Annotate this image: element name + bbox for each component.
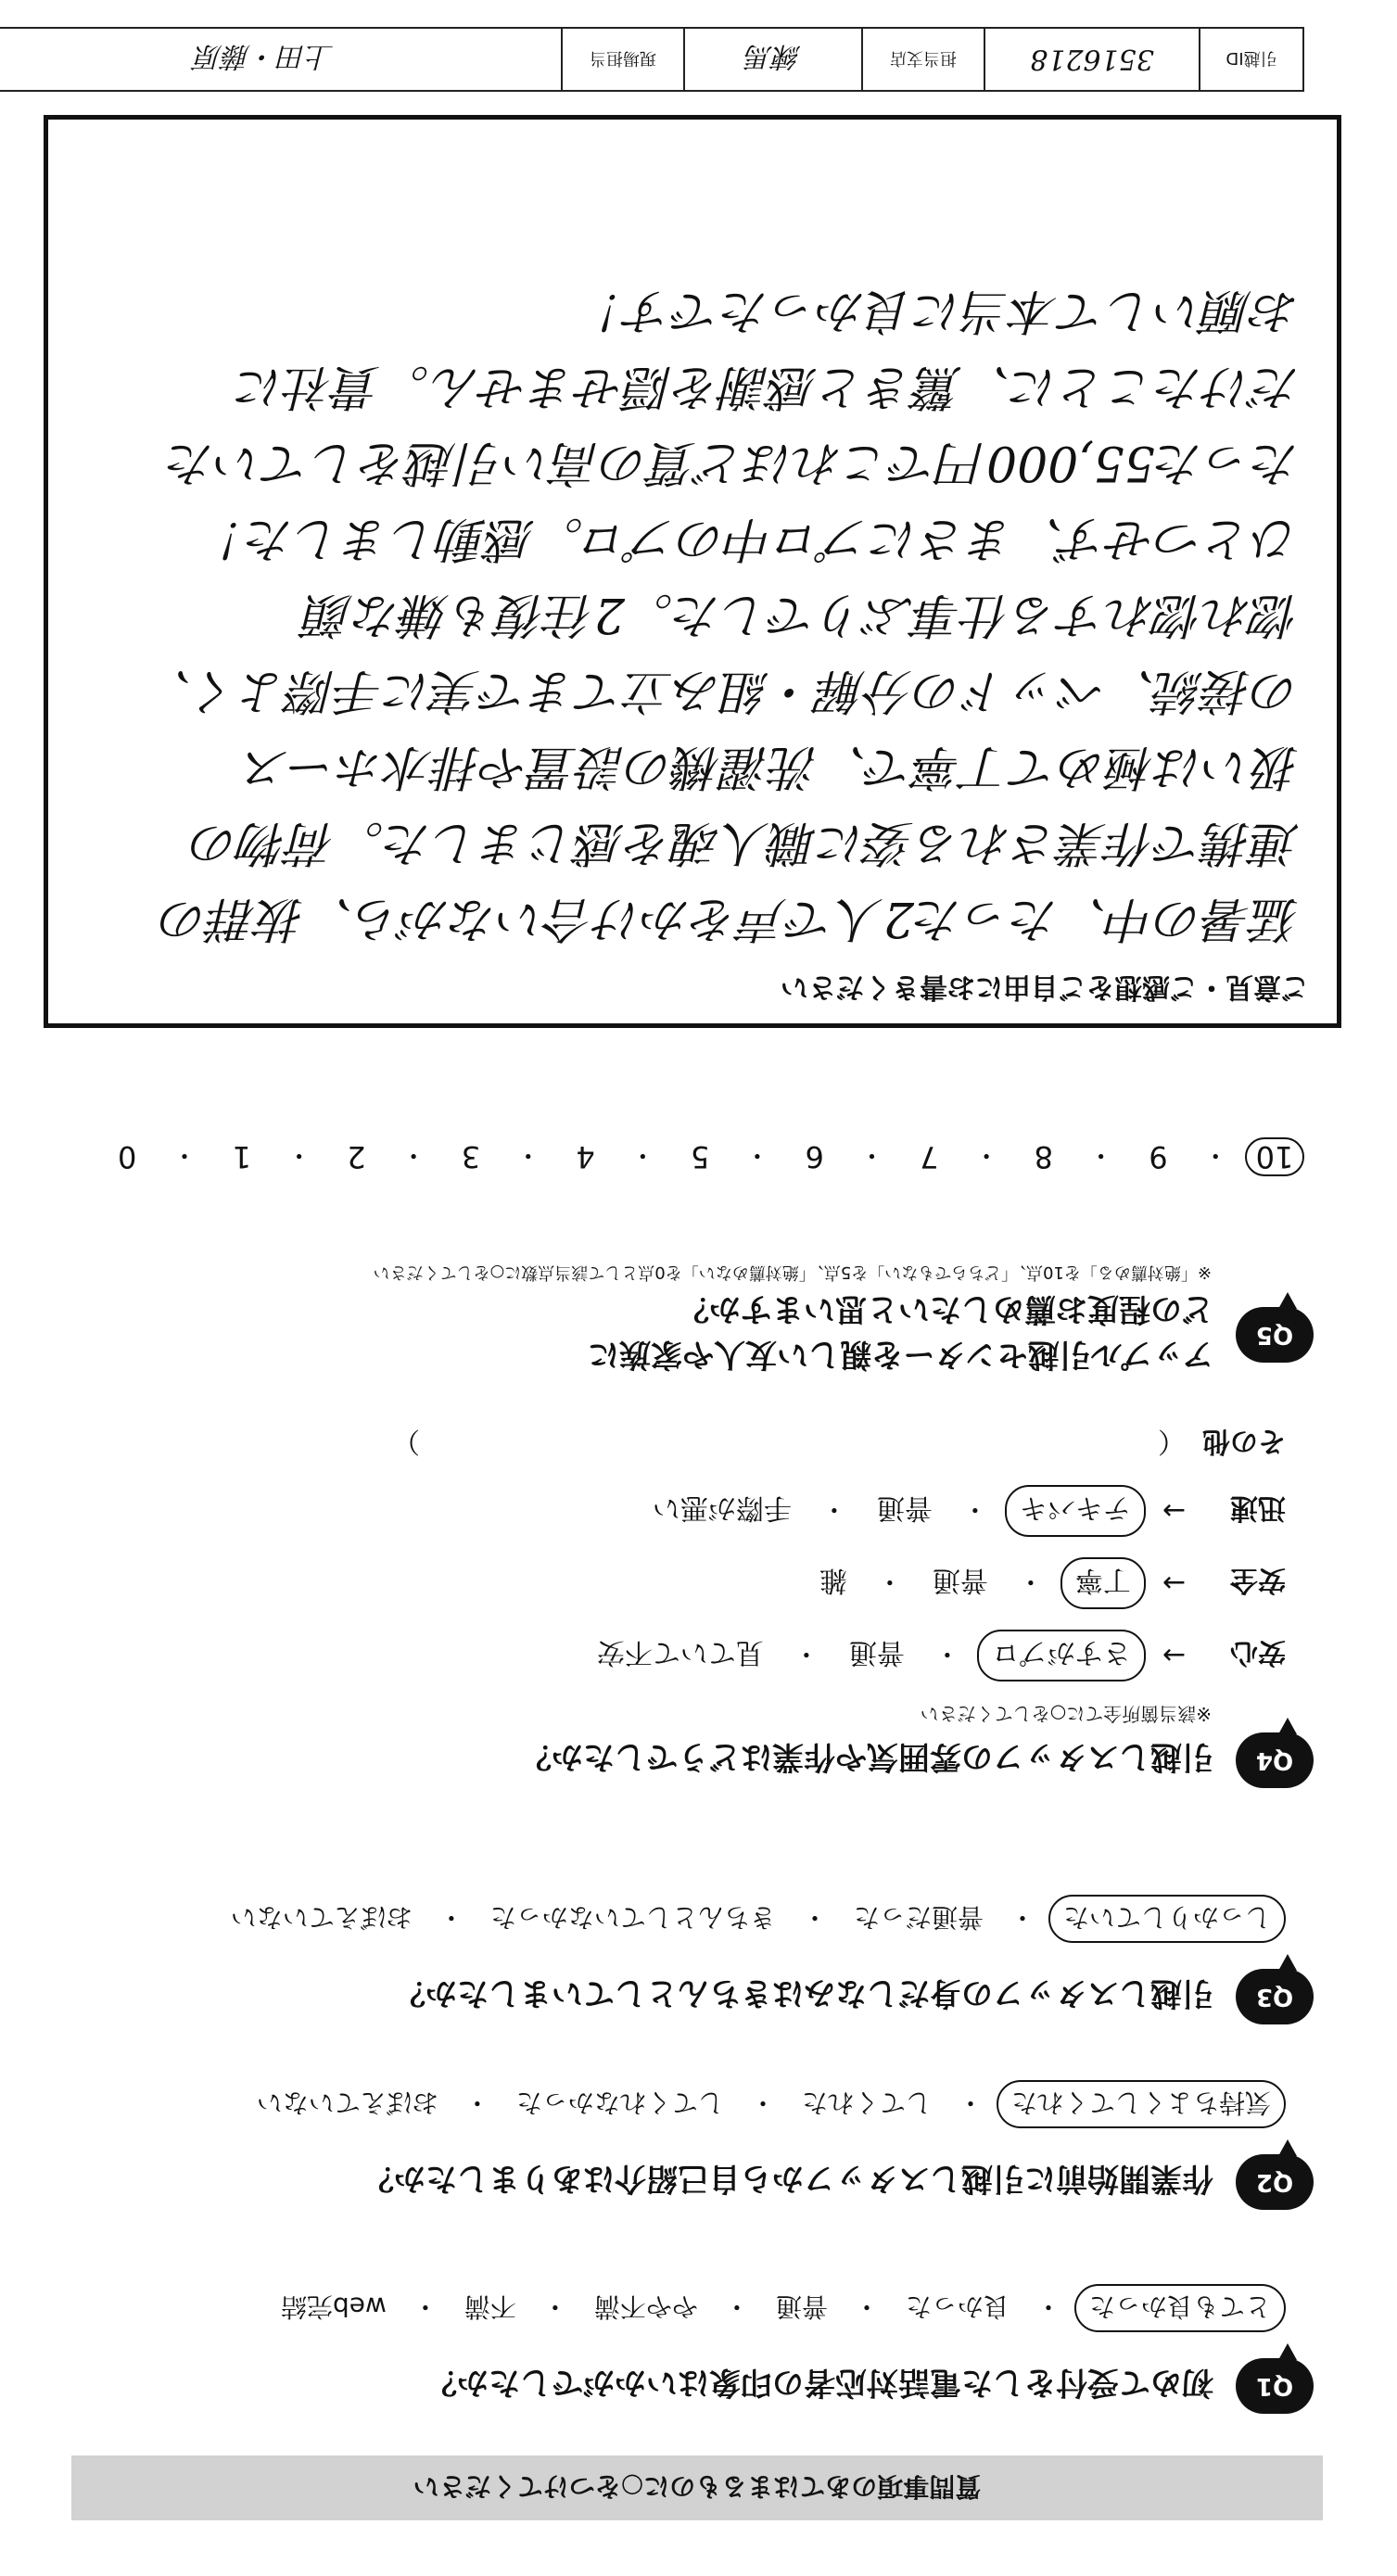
q1-option-4[interactable]: やや不満 bbox=[593, 2291, 698, 2322]
q4-row-other bbox=[16, 1424, 1286, 1465]
question-4 bbox=[16, 1424, 1314, 1788]
arrow-icon: → bbox=[1162, 1567, 1186, 1600]
q4-row-3-option-2[interactable]: 普通 bbox=[876, 1491, 933, 1524]
scale-1[interactable]: 1 bbox=[232, 1139, 251, 1174]
arrow-icon: → bbox=[1162, 1494, 1186, 1528]
arrow-icon: → bbox=[1162, 1639, 1186, 1672]
question-1 bbox=[16, 2284, 1314, 2414]
q2-option-3[interactable]: してくれなかった bbox=[515, 2087, 724, 2118]
q1-option-2[interactable]: 良かった bbox=[905, 2291, 1010, 2322]
id-label: 引越ID bbox=[1200, 27, 1304, 92]
scale-2[interactable]: 2 bbox=[347, 1139, 366, 1174]
q2-option-2[interactable]: してくれた bbox=[801, 2087, 932, 2118]
q4-row-2-option-2[interactable]: 普通 bbox=[932, 1564, 988, 1596]
q3-option-3[interactable]: きちんとしていなかった bbox=[489, 1902, 776, 1933]
scale-4[interactable]: 4 bbox=[576, 1139, 595, 1174]
id-value-text: 3516218 bbox=[1030, 43, 1154, 76]
comment-line-7: たった55,000円でこれほど質の高い引越をしていた bbox=[167, 435, 1300, 490]
instructions-banner: 質問事項のあてはまるものに○をつけてください bbox=[71, 2455, 1323, 2520]
branch-label: 担当支店 bbox=[863, 27, 985, 92]
question-5 bbox=[16, 1262, 1314, 1380]
scale-8[interactable]: 8 bbox=[1034, 1139, 1054, 1174]
q4-row-anshin: 安心 → さすがプロ ・ 普通 ・ 見ていて不安 bbox=[16, 1630, 1286, 1681]
q3-option-1[interactable]: しっかりしていた bbox=[1048, 1895, 1286, 1943]
q4-row-1-option-1[interactable]: さすがプロ bbox=[977, 1630, 1146, 1681]
question-2 bbox=[16, 2080, 1314, 2210]
staff-label: 現場担当 bbox=[563, 27, 685, 92]
q2-badge: Q2 bbox=[1236, 2154, 1314, 2210]
q4-other-close: ） bbox=[392, 1425, 420, 1457]
scale-5[interactable]: 5 bbox=[690, 1139, 710, 1174]
comment-line-3: 扱いは極めて丁寧で、洗濯機の設置や排水ホース bbox=[242, 739, 1300, 794]
q5-note: ※「絶対薦める」を10点、「どちらでもない」を5点、「絶対薦めない」を0点として該当点数に○をしてください bbox=[373, 1263, 1212, 1282]
scale-0[interactable]: 0 bbox=[118, 1139, 137, 1174]
q1-badge: Q1 bbox=[1236, 2358, 1314, 2414]
q2-option-1[interactable]: 気持ちよくしてくれた bbox=[997, 2080, 1286, 2128]
comment-box[interactable] bbox=[44, 115, 1341, 1028]
q4-row-1-option-3[interactable]: 見ていて不安 bbox=[596, 1636, 764, 1669]
comment-line-9: お願いして本当に良かったです！ bbox=[576, 283, 1300, 338]
q5-text bbox=[588, 1289, 1213, 1380]
q5-text-line-2: どの程度お薦めしたいと思いますか？ bbox=[678, 1290, 1213, 1327]
q1-options: とても良かった ・ 良かった ・ 普通 ・ やや不満 ・ 不満 ・ web完結 bbox=[16, 2284, 1286, 2332]
q4-row-1-label: 安心 bbox=[1230, 1636, 1286, 1669]
q1-option-5[interactable]: 不満 bbox=[464, 2291, 516, 2322]
comment-line-6: ひとつせず、まさにプロ中のプロ。感動しました！ bbox=[197, 511, 1300, 566]
q1-text: 初めて受付をした電話対応者の印象はいかがでしたか？ bbox=[425, 2364, 1213, 2402]
q1-option-3[interactable]: 普通 bbox=[775, 2291, 828, 2322]
question-3 bbox=[16, 1895, 1314, 2024]
staff-value bbox=[0, 27, 563, 92]
q2-text: 作業開始前に引越しスタッフから自己紹介はありましたか？ bbox=[362, 2160, 1213, 2198]
comment-line-2: 連携で作業される姿に職人魂を感じました。荷物の bbox=[190, 815, 1300, 870]
q4-note: ※該当箇所全てに○をしてください bbox=[920, 1703, 1212, 1725]
q4-row-anzen: 安全 → 丁寧 ・ 普通 ・ 雑 bbox=[16, 1557, 1286, 1609]
q4-row-2-option-3[interactable]: 雑 bbox=[819, 1564, 847, 1596]
q3-badge: Q3 bbox=[1236, 1969, 1314, 2024]
q4-row-2-label: 安全 bbox=[1230, 1564, 1286, 1596]
q4-other-label: その他 bbox=[1202, 1425, 1286, 1457]
comment-line-4: の接続、ベッドの分解・組み立てまで実に手際よく、 bbox=[144, 663, 1300, 718]
form-header bbox=[0, 27, 1304, 92]
branch-value-text: 練馬 bbox=[745, 40, 801, 72]
comment-line-1: 猛暑の中、たった2人で声をかけ合いながら、抜群の bbox=[159, 891, 1300, 946]
q5-scale: 10 ・ 9 ・ 8 ・ 7 ・ 6 ・ 5 ・ 4 ・ 3 ・ 2 ・ 1 ・ 0 bbox=[99, 1137, 1304, 1176]
q3-text: 引越しスタッフの身だしなみはきちんとしていましたか？ bbox=[394, 1974, 1213, 2012]
q4-other-open: （ bbox=[1158, 1425, 1186, 1457]
q1-option-6[interactable]: web完結 bbox=[280, 2291, 387, 2322]
q5-text-line-1: アップル引越センターを親しい友人や家族に bbox=[588, 1336, 1213, 1373]
q4-row-3-label: 迅速 bbox=[1230, 1491, 1286, 1524]
id-value bbox=[985, 27, 1200, 92]
staff-value-text: 上田・藤原 bbox=[195, 40, 334, 72]
comment-line-5: 惚れ惚れする仕事ぶりでした。2往復も嫌な顔 bbox=[304, 587, 1300, 642]
scale-3[interactable]: 3 bbox=[461, 1139, 481, 1174]
q2-option-4[interactable]: おぼえていない bbox=[256, 2087, 438, 2118]
scale-10[interactable]: 10 bbox=[1245, 1137, 1304, 1176]
q5-badge: Q5 bbox=[1236, 1307, 1314, 1363]
comment-title: ご意見・ご感想をご自由にお書きください bbox=[781, 971, 1309, 1003]
q3-option-4[interactable]: おぼえていない bbox=[230, 1902, 413, 1933]
q4-text: 引越しスタッフの雰囲気や作業はどうでしたか？ bbox=[520, 1738, 1213, 1776]
q2-options: 気持ちよくしてくれた ・ してくれた ・ してくれなかった ・ おぼえていない bbox=[16, 2080, 1286, 2128]
q1-option-1[interactable]: とても良かった bbox=[1074, 2284, 1286, 2332]
q3-option-2[interactable]: 普通だった bbox=[853, 1902, 984, 1933]
scale-7[interactable]: 7 bbox=[920, 1139, 939, 1174]
q3-options: しっかりしていた ・ 普通だった ・ きちんとしていなかった ・ おぼえていない bbox=[16, 1895, 1286, 1943]
scale-6[interactable]: 6 bbox=[805, 1139, 824, 1174]
q4-row-2-option-1[interactable]: 丁寧 bbox=[1060, 1557, 1146, 1609]
scale-9[interactable]: 9 bbox=[1149, 1139, 1168, 1174]
q4-row-3-option-3[interactable]: 手際が悪い bbox=[652, 1491, 792, 1524]
q4-row-jinsoku: 迅速 → テキパキ ・ 普通 ・ 手際が悪い bbox=[16, 1485, 1286, 1537]
q4-badge: Q4 bbox=[1236, 1732, 1314, 1788]
q4-row-3-option-1[interactable]: テキパキ bbox=[1005, 1485, 1146, 1537]
q4-row-1-option-2[interactable]: 普通 bbox=[848, 1636, 905, 1669]
comment-line-8: だけたことに、驚きと感謝を隠せません。貴社に bbox=[235, 359, 1300, 414]
branch-value bbox=[685, 27, 863, 92]
